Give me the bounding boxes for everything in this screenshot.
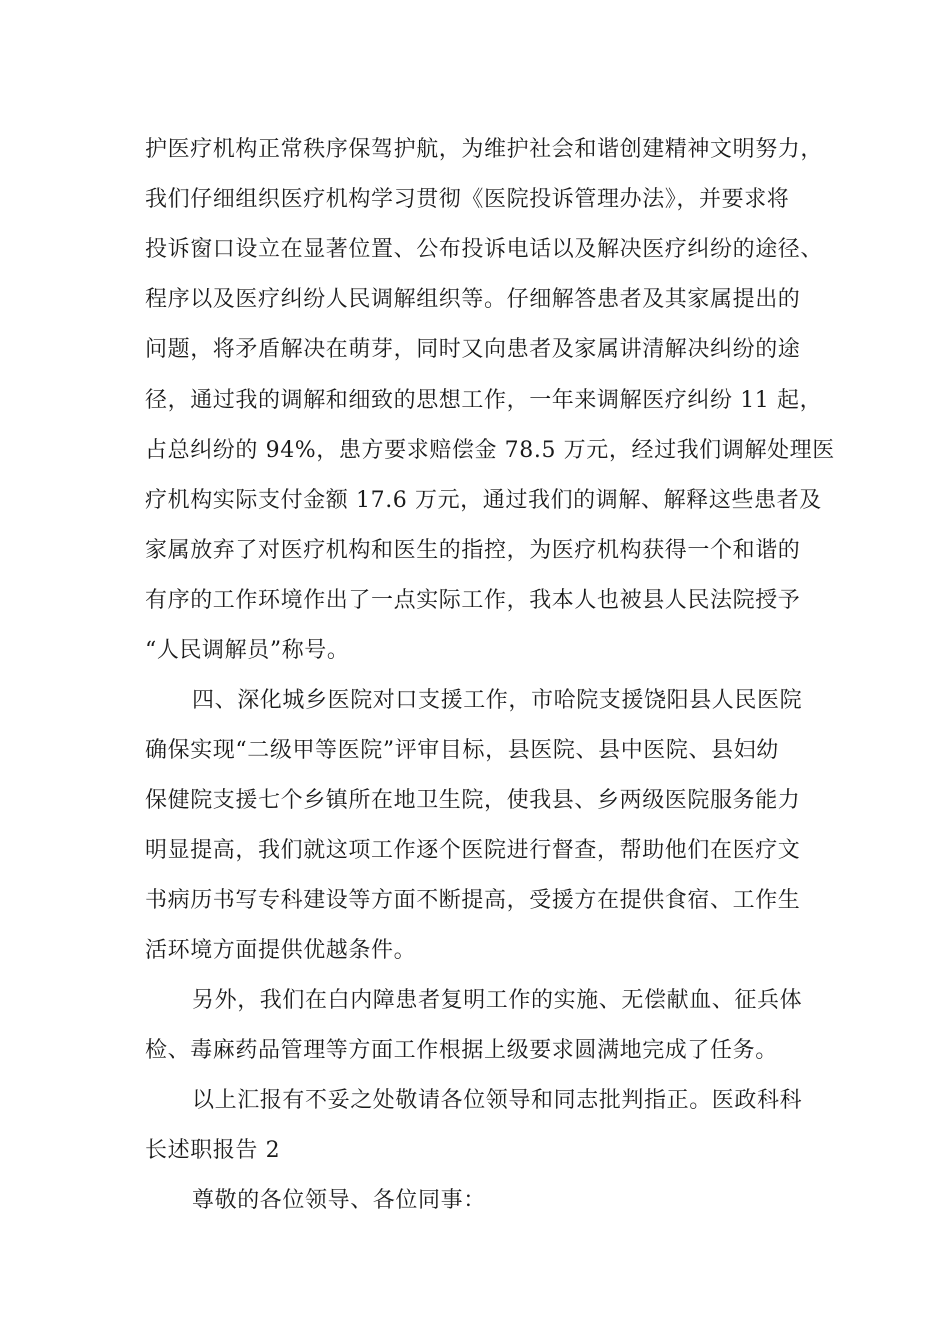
text-line: 护医疗机构正常秩序保驾护航，为维护社会和谐创建精神文明努力，	[145, 137, 824, 162]
paragraph-start-line: 另外，我们在白内障患者复明工作的实施、无偿献血、征兵体	[192, 988, 803, 1013]
text-line: 保健院支援七个乡镇所在地卫生院，使我县、乡两级医院服务能力	[145, 788, 801, 813]
text-line: 明显提高，我们就这项工作逐个医院进行督查，帮助他们在医疗文	[145, 838, 801, 863]
paragraph-start-line: 以上汇报有不妥之处敬请各位领导和同志批判指正。医政科科	[192, 1088, 803, 1113]
text-line: 长述职报告 2	[145, 1138, 281, 1163]
text-line: 书病历书写专科建设等方面不断提高，受援方在提供食宿、工作生	[145, 888, 801, 913]
text-line: 径，通过我的调解和细致的思想工作，一年来调解医疗纠纷 11 起，	[145, 388, 823, 413]
text-line: 家属放弃了对医疗机构和医生的指控，为医疗机构获得一个和谐的	[145, 538, 801, 563]
text-line: 确保实现“二级甲等医院”评审目标，县医院、县中医院、县妇幼	[145, 738, 779, 763]
text-line: 检、毒麻药品管理等方面工作根据上级要求圆满地完成了任务。	[145, 1038, 778, 1063]
text-line: 疗机构实际支付金额 17.6 万元，通过我们的调解、解释这些患者及	[145, 488, 822, 513]
text-line: 问题，将矛盾解决在萌芽，同时又向患者及家属讲清解决纠纷的途	[145, 337, 801, 362]
text-line: “人民调解员”称号。	[145, 638, 350, 663]
paragraph-start-line: 四、深化城乡医院对口支援工作，市哈院支援饶阳县人民医院	[192, 688, 803, 713]
text-line: 我们仔细组织医疗机构学习贯彻《医院投诉管理办法》，并要求将	[145, 187, 790, 212]
text-line: 活环境方面提供优越条件。	[145, 938, 417, 963]
text-line: 投诉窗口设立在显著位置、公布投诉电话以及解决医疗纠纷的途径、	[145, 237, 824, 262]
text-line: 程序以及医疗纠纷人民调解组织等。仔细解答患者及其家属提出的	[145, 287, 801, 312]
text-line: 有序的工作环境作出了一点实际工作，我本人也被县人民法院授予	[145, 588, 801, 613]
text-line: 占总纠纷的 94%，患方要求赔偿金 78.5 万元，经过我们调解处理医	[145, 438, 835, 463]
salutation-line: 尊敬的各位领导、各位同事：	[192, 1188, 486, 1213]
